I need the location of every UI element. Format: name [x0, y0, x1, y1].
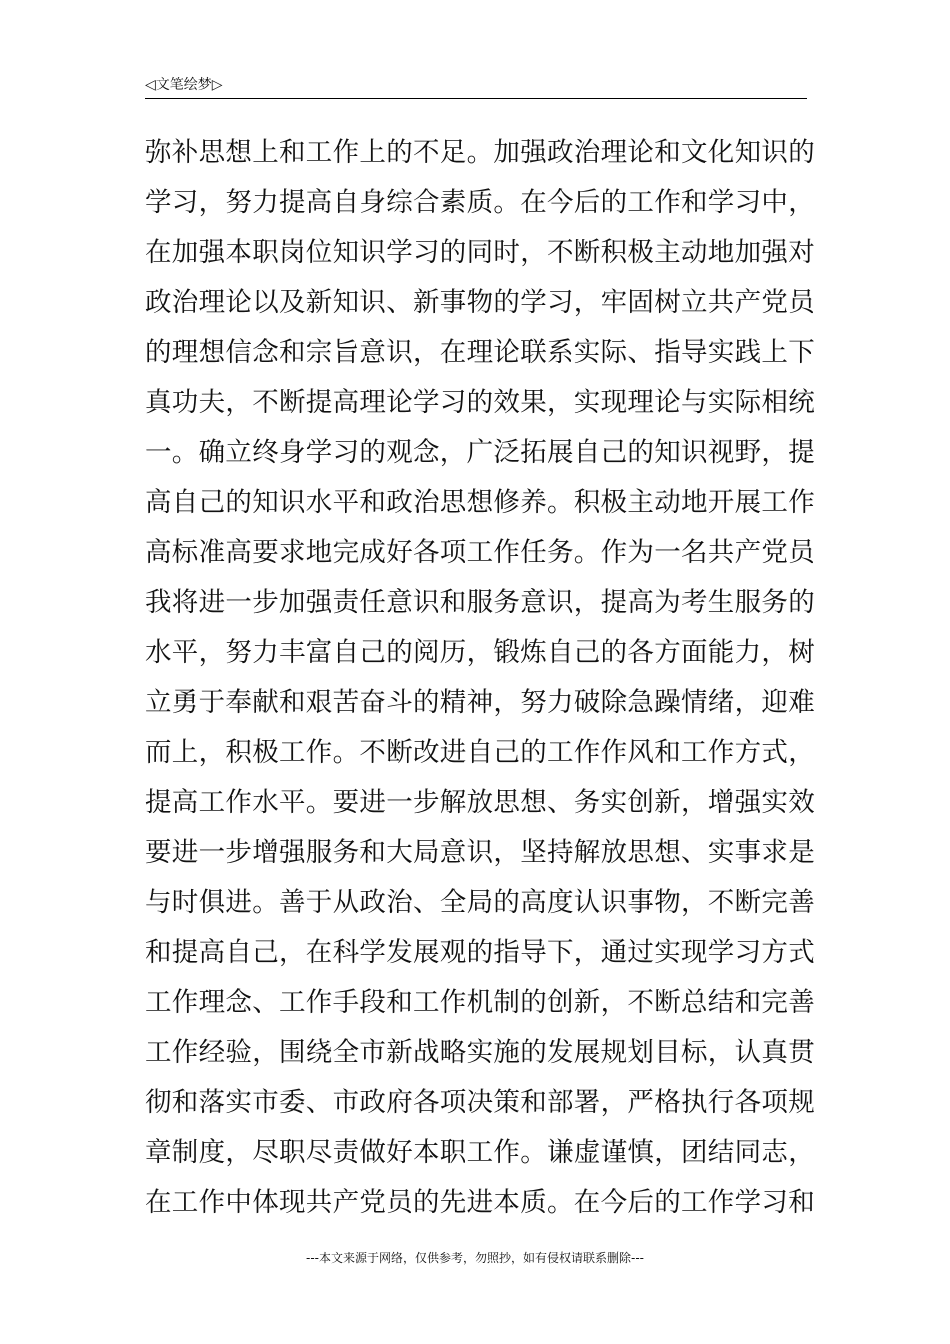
body-line: 在工作中体现共产党员的先进本质。在今后的工作学习和: [145, 1187, 815, 1218]
body-line: 工作经验，围绕全市新战略实施的发展规划目标，认真贯: [145, 1037, 815, 1068]
body-line: 与时俱进。善于从政治、全局的高度认识事物，不断完善: [145, 887, 815, 918]
body-line: 章制度，尽职尽责做好本职工作。谦虚谨慎，团结同志，: [145, 1137, 815, 1168]
body-line: 弥补思想上和工作上的不足。加强政治理论和文化知识的: [145, 137, 815, 168]
body-line: 我将进一步加强责任意识和服务意识，提高为考生服务的: [145, 587, 815, 618]
body-line: 要进一步增强服务和大局意识，坚持解放思想、实事求是: [145, 837, 815, 868]
body-line: 高标准高要求地完成好各项工作任务。作为一名共产党员: [145, 537, 815, 568]
body-line: 工作理念、工作手段和工作机制的创新，不断总结和完善: [145, 987, 815, 1018]
body-line: 立勇于奉献和艰苦奋斗的精神，努力破除急躁情绪，迎难: [145, 687, 815, 718]
body-line: 的理想信念和宗旨意识，在理论联系实际、指导实践上下: [145, 337, 815, 368]
body-line: 一。确立终身学习的观念，广泛拓展自己的知识视野，提: [145, 437, 815, 468]
body-line: 真功夫，不断提高理论学习的效果，实现理论与实际相统: [145, 387, 815, 418]
body-line: 学习，努力提高自身综合素质。在今后的工作和学习中，: [145, 187, 815, 218]
body-line: 在加强本职岗位知识学习的同时，不断积极主动地加强对: [145, 237, 815, 268]
body-line: 高自己的知识水平和政治思想修养。积极主动地开展工作: [145, 487, 815, 518]
body-line: 而上，积极工作。不断改进自己的工作作风和工作方式，: [145, 737, 815, 768]
body-line: 政治理论以及新知识、新事物的学习，牢固树立共产党员: [145, 287, 815, 318]
header-title: ◁文笔绘梦▷: [145, 77, 223, 93]
body-line: 彻和落实市委、市政府各项决策和部署，严格执行各项规: [145, 1087, 815, 1118]
page-header: [145, 74, 807, 99]
body-line: 水平，努力丰富自己的阅历，锻炼自己的各方面能力，树: [145, 637, 815, 668]
body-line: 提高工作水平。要进一步解放思想、务实创新，增强实效: [145, 787, 815, 818]
body-line: 和提高自己，在科学发展观的指导下，通过实现学习方式: [145, 937, 815, 968]
page-footer: ---本文来源于网络，仅供参考，勿照抄，如有侵权请联系删除---: [306, 1251, 644, 1265]
document-body: [145, 128, 815, 1228]
